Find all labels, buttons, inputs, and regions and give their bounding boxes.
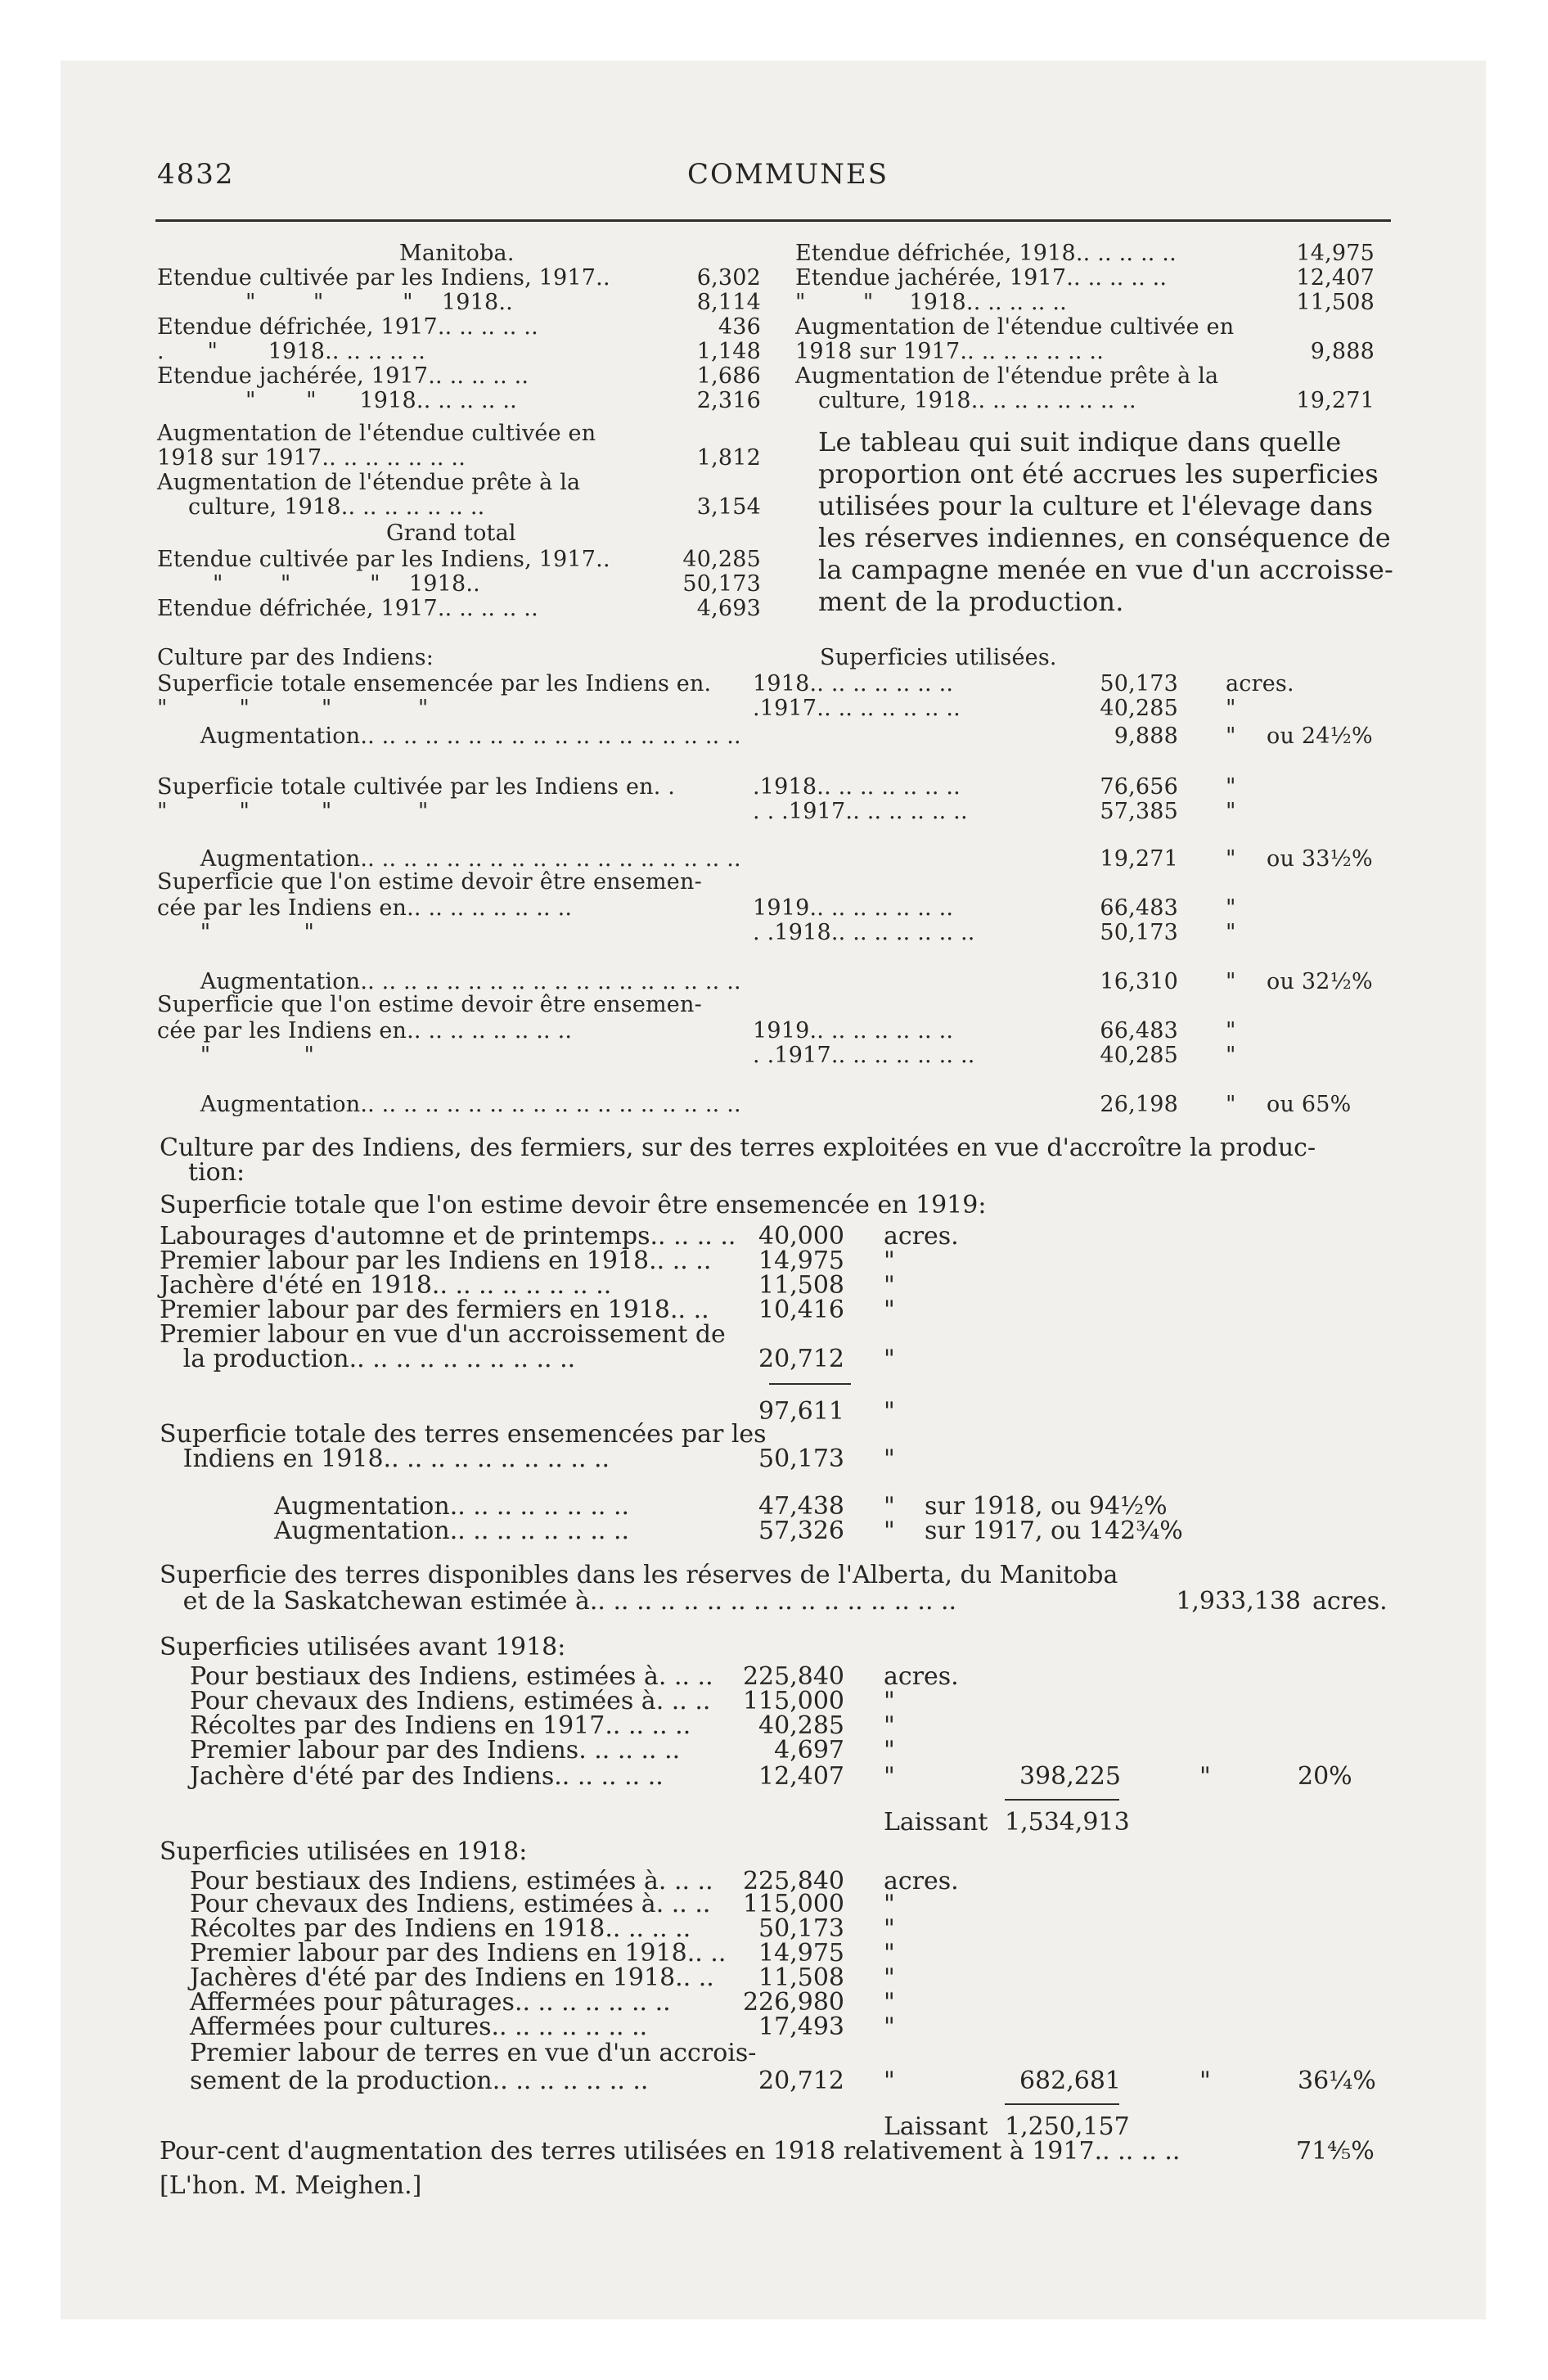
in-1918-rule	[1005, 2103, 1119, 2105]
culture-label: Augmentation.. .. .. .. .. .. .. .. .. .. .. .. .. .. .. .. .. ..	[157, 846, 741, 872]
in-1918-row-unit: "	[884, 1914, 895, 1943]
culture-unit: "	[1226, 723, 1236, 749]
culture-value: 9,888	[1114, 723, 1178, 749]
in-1918-row-label: Premier labour de terres en vue d'un accrois-	[190, 2039, 757, 2067]
in-1918-row-label: Premier labour par des Indiens en 1918.. ..	[190, 1939, 727, 1968]
farmer-aug-note: sur 1918, ou 94½%	[925, 1492, 1168, 1521]
culture-unit: "	[1226, 1043, 1236, 1068]
farmers-intro: Superficie totale que l'on estime devoir être ensemencée en 1919:	[160, 1191, 987, 1219]
culture-label: cée par les Indiens en.. .. .. .. .. .. .. ..	[157, 895, 573, 921]
grand-total-row-label: Etendue défrichée, 1917.. .. .. .. ..	[157, 596, 538, 621]
in-1918-row-unit: "	[884, 1963, 895, 1992]
farmer-row-value: 14,975	[758, 1246, 844, 1275]
paragraph-line: Le tableau qui suit indique dans quelle	[818, 426, 1342, 458]
culture-year: 1919.. .. .. .. .. .. ..	[753, 895, 954, 921]
in-1918-row-value: 17,493	[758, 2013, 844, 2041]
farmer-aug-unit: "	[884, 1517, 895, 1545]
in-1918-row-label: Pour bestiaux des Indiens, estimées à. .. ..	[190, 1867, 713, 1895]
farmers-sum-rule	[769, 1383, 851, 1385]
right-row-label: Augmentation de l'étendue prête à la	[795, 363, 1219, 389]
in-1918-row-label: Affermées pour pâturages.. .. .. .. .. .. ..	[190, 1988, 671, 2017]
culture-unit: "	[1226, 920, 1236, 945]
before-1918-row-label: Pour bestiaux des Indiens, estimées à. .. ..	[190, 1662, 713, 1691]
before-1918-row-label: Pour chevaux des Indiens, estimées à. .. ..	[190, 1687, 711, 1715]
farmers-heading-cont: tion:	[188, 1158, 245, 1187]
before-1918-remaining: 1,534,913	[1005, 1808, 1130, 1837]
farmer-aug-note: sur 1917, ou 142¾%	[925, 1517, 1183, 1545]
manitoba-row-label: Augmentation de l'étendue prête à la	[157, 470, 581, 495]
culture-value: 26,198	[1100, 1092, 1178, 1117]
in-1918-row-label: Affermées pour cultures.. .. .. .. .. .. ..	[190, 2013, 648, 2041]
paragraph-line: la campagne menée en vue d'un accroisse-	[818, 554, 1394, 585]
culture-unit: acres.	[1226, 671, 1294, 696]
before-1918-row-unit: "	[884, 1736, 895, 1765]
grand-total-row-value: 4,693	[696, 596, 761, 621]
percent-line: Pour-cent d'augmentation des terres utilisées en 1918 relativement à 1917.. .. .. ..	[160, 2137, 1181, 2166]
culture-value: 76,656	[1100, 774, 1178, 800]
culture-value: 40,285	[1100, 696, 1178, 721]
before-1918-row-unit: "	[884, 1711, 895, 1740]
culture-label: Superficie totale cultivée par les Indiens en. .	[157, 774, 676, 800]
farmers-heading: Culture par des Indiens, des fermiers, sur des terres exploitées en vue d'accroître la produc-	[160, 1134, 1316, 1162]
culture-unit: "	[1226, 774, 1236, 800]
culture-percent: ou 33½%	[1267, 846, 1373, 872]
paragraph-line: ment de la production.	[818, 586, 1124, 617]
right-row-value: 9,888	[1310, 339, 1375, 364]
culture-value: 19,271	[1100, 846, 1178, 872]
culture-unit: "	[1226, 1092, 1236, 1117]
right-row-label: " " 1918.. .. .. .. ..	[795, 290, 1067, 315]
farmer-row-label: la production.. .. .. .. .. .. .. .. .. ..	[160, 1345, 576, 1373]
paragraph-line: les réserves indiennes, en conséquence de	[818, 522, 1391, 553]
manitoba-row-label: " " 1918.. .. .. .. ..	[245, 388, 517, 413]
paragraph-line: proportion ont été accrues les superficies	[818, 458, 1379, 489]
culture-percent: ou 24½%	[1267, 723, 1373, 749]
farmers-total: 97,611	[758, 1397, 844, 1426]
manitoba-row-value: 436	[718, 314, 761, 340]
farmer-row-value: 20,712	[758, 1345, 844, 1373]
right-row-value: 19,271	[1296, 388, 1375, 413]
in-1918-row-label: Pour chevaux des Indiens, estimées à. .. ..	[190, 1890, 711, 1918]
before-1918-row-value: 225,840	[742, 1662, 844, 1691]
right-row-label: 1918 sur 1917.. .. .. .. .. .. ..	[795, 339, 1104, 364]
sown-line-2: Indiens en 1918.. .. .. .. .. .. .. .. .. ..	[160, 1445, 610, 1473]
grand-total-row-value: 50,173	[682, 571, 761, 597]
grand-total-row-value: 40,285	[682, 547, 761, 572]
culture-year: . . .1917.. .. .. .. .. ..	[753, 799, 968, 824]
in-1918-remaining-label: Laissant	[884, 2112, 988, 2141]
farmer-aug-value: 57,326	[758, 1517, 844, 1545]
in-1918-row-label: sement de la production.. .. .. .. .. .. ..	[190, 2067, 649, 2095]
culture-label: Augmentation.. .. .. .. .. .. .. .. .. .. .. .. .. .. .. .. .. ..	[157, 1092, 741, 1117]
culture-value: 50,173	[1100, 920, 1178, 945]
in-1918-row-value: 14,975	[758, 1939, 844, 1968]
before-1918-row-value: 4,697	[774, 1736, 844, 1765]
in-1918-total-unit: "	[1199, 2067, 1211, 2095]
right-row-value: 14,975	[1296, 241, 1375, 266]
sown-unit: "	[884, 1445, 895, 1473]
in-1918-row-value: 20,712	[758, 2067, 844, 2095]
culture-unit: "	[1226, 895, 1236, 921]
farmer-aug-label: Augmentation.. .. .. .. .. .. .. ..	[274, 1517, 630, 1545]
manitoba-row-label: " " " 1918..	[245, 290, 513, 315]
culture-year: . .1918.. .. .. .. .. .. ..	[753, 920, 975, 945]
speaker-note: [L'hon. M. Meighen.]	[160, 2171, 422, 2200]
in-1918-total: 682,681	[1019, 2067, 1121, 2095]
grand-total-row-label: Etendue cultivée par les Indiens, 1917..	[157, 547, 610, 572]
culture-percent: ou 32½%	[1267, 969, 1373, 994]
culture-year: . .1917.. .. .. .. .. .. ..	[753, 1043, 975, 1068]
in-1918-row-label: Jachères d'été par des Indiens en 1918.. ..	[190, 1963, 714, 1992]
grand-total-row-label: " " " 1918..	[213, 571, 480, 597]
culture-value: 40,285	[1100, 1043, 1178, 1068]
farmer-aug-unit: "	[884, 1492, 895, 1521]
in-1918-row-unit: "	[884, 1939, 895, 1968]
culture-year: 1919.. .. .. .. .. .. ..	[753, 1018, 954, 1044]
before-1918-row-unit: acres.	[884, 1662, 959, 1691]
manitoba-row-value: 1,812	[696, 445, 761, 471]
farmer-row-label: Jachère d'été en 1918.. .. .. .. .. .. .. ..	[160, 1271, 612, 1300]
farmers-total-unit: "	[884, 1397, 895, 1426]
culture-value: 16,310	[1100, 969, 1178, 994]
farmer-row-unit: "	[884, 1246, 895, 1275]
farmer-row-value: 40,000	[758, 1222, 844, 1251]
before-1918-heading: Superficies utilisées avant 1918:	[160, 1633, 566, 1661]
farmer-aug-label: Augmentation.. .. .. .. .. .. .. ..	[274, 1492, 630, 1521]
right-row-value: 11,508	[1296, 290, 1375, 315]
right-row-value: 12,407	[1296, 265, 1375, 291]
culture-year: .1917.. .. .. .. .. .. ..	[753, 696, 961, 721]
right-row-label: Etendue défrichée, 1918.. .. .. .. ..	[795, 241, 1177, 266]
manitoba-row-value: 1,686	[696, 363, 761, 389]
culture-label: " " " "	[157, 696, 429, 721]
manitoba-row-value: 2,316	[696, 388, 761, 413]
in-1918-row-value: 226,980	[742, 1988, 844, 2017]
before-1918-percent: 20%	[1298, 1762, 1352, 1791]
farmer-row-label: Premier labour en vue d'un accroissement de	[160, 1320, 726, 1349]
culture-label: " "	[157, 1043, 315, 1068]
in-1918-row-value: 11,508	[758, 1963, 844, 1992]
before-1918-row-value: 40,285	[758, 1711, 844, 1740]
before-1918-rule	[1005, 1799, 1119, 1801]
culture-year: .1918.. .. .. .. .. .. ..	[753, 774, 961, 800]
manitoba-heading: Manitoba.	[399, 241, 515, 266]
percent-value: 71⅘%	[1296, 2137, 1375, 2166]
sown-value: 50,173	[758, 1445, 844, 1473]
header-rule	[155, 219, 1391, 222]
farmer-row-value: 11,508	[758, 1271, 844, 1300]
culture-label: Superficie totale ensemencée par les Indiens en.	[157, 671, 712, 696]
manitoba-row-label: Augmentation de l'étendue cultivée en	[157, 421, 596, 446]
manitoba-row-label: 1918 sur 1917.. .. .. .. .. .. ..	[157, 445, 466, 471]
farmer-row-label: Premier labour par les Indiens en 1918.. .. ..	[160, 1246, 712, 1275]
farmer-row-label: Labourages d'automne et de printemps.. .. .. ..	[160, 1222, 736, 1251]
culture-heading: Culture par des Indiens:	[157, 645, 434, 670]
in-1918-row-unit: "	[884, 2067, 895, 2095]
farmer-row-unit: "	[884, 1271, 895, 1300]
sown-line-1: Superficie totale des terres ensemencées par les	[160, 1420, 767, 1449]
culture-label: " "	[157, 920, 315, 945]
before-1918-row-value: 12,407	[758, 1762, 844, 1791]
grand-total-heading: Grand total	[386, 521, 516, 546]
manitoba-row-label: Etendue jachérée, 1917.. .. .. .. ..	[157, 363, 529, 389]
before-1918-row-value: 115,000	[742, 1687, 844, 1715]
culture-label: Superficie que l'on estime devoir être ensemen-	[157, 992, 702, 1017]
before-1918-row-unit: "	[884, 1687, 895, 1715]
culture-subheading: Superficies utilisées.	[820, 645, 1057, 670]
in-1918-row-value: 50,173	[758, 1914, 844, 1943]
culture-value: 57,385	[1100, 799, 1178, 824]
in-1918-heading: Superficies utilisées en 1918:	[160, 1837, 528, 1866]
right-row-label: Augmentation de l'étendue cultivée en	[795, 314, 1235, 340]
in-1918-row-unit: "	[884, 2013, 895, 2041]
in-1918-row-unit: "	[884, 1988, 895, 2017]
manitoba-row-label: Etendue défrichée, 1917.. .. .. .. ..	[157, 314, 538, 340]
available-line-1: Superficie des terres disponibles dans les réserves de l'Alberta, du Manitoba	[160, 1561, 1118, 1589]
in-1918-row-unit: "	[884, 1890, 895, 1918]
culture-unit: "	[1226, 846, 1236, 872]
manitoba-row-label: . " 1918.. .. .. .. ..	[157, 339, 426, 364]
culture-unit: "	[1226, 799, 1236, 824]
farmer-aug-value: 47,438	[758, 1492, 844, 1521]
paragraph-line: utilisées pour la culture et l'élevage dans	[818, 490, 1374, 521]
culture-value: 66,483	[1100, 1018, 1178, 1044]
culture-label: Augmentation.. .. .. .. .. .. .. .. .. .. .. .. .. .. .. .. .. ..	[157, 969, 741, 994]
page-title: COMMUNES	[687, 158, 889, 191]
in-1918-row-value: 115,000	[742, 1890, 844, 1918]
right-row-label: Etendue jachérée, 1917.. .. .. .. ..	[795, 265, 1168, 291]
available-value: 1,933,138	[1176, 1587, 1301, 1616]
before-1918-remaining-label: Laissant	[884, 1808, 988, 1837]
in-1918-remaining: 1,250,157	[1005, 2112, 1130, 2141]
before-1918-row-label: Premier labour par des Indiens. .. .. .. ..	[190, 1736, 681, 1765]
culture-label: " " " "	[157, 799, 429, 824]
culture-unit: "	[1226, 969, 1236, 994]
before-1918-row-label: Récoltes par des Indiens en 1917.. .. .. ..	[190, 1711, 691, 1740]
manitoba-row-value: 6,302	[696, 265, 761, 291]
available-unit: acres.	[1312, 1587, 1388, 1616]
culture-label: Augmentation.. .. .. .. .. .. .. .. .. .. .. .. .. .. .. .. .. ..	[157, 723, 741, 749]
before-1918-row-label: Jachère d'été par des Indiens.. .. .. .. ..	[190, 1762, 664, 1791]
culture-percent: ou 65%	[1267, 1092, 1352, 1117]
manitoba-row-value: 8,114	[696, 290, 761, 315]
right-row-label: culture, 1918.. .. .. .. .. .. .. ..	[818, 388, 1136, 413]
farmer-row-label: Premier labour par des fermiers en 1918.. ..	[160, 1296, 709, 1324]
in-1918-row-unit: acres.	[884, 1867, 959, 1895]
farmer-row-unit: acres.	[884, 1222, 959, 1251]
before-1918-total-unit: "	[1199, 1762, 1211, 1791]
manitoba-row-label: Etendue cultivée par les Indiens, 1917..	[157, 265, 610, 291]
farmer-row-unit: "	[884, 1296, 895, 1324]
manitoba-row-value: 1,148	[696, 339, 761, 364]
farmer-row-value: 10,416	[758, 1296, 844, 1324]
culture-year: 1918.. .. .. .. .. .. ..	[753, 671, 954, 696]
farmer-row-unit: "	[884, 1345, 895, 1373]
in-1918-percent: 36¼%	[1298, 2067, 1376, 2095]
culture-label: cée par les Indiens en.. .. .. .. .. .. .. ..	[157, 1018, 573, 1044]
culture-value: 50,173	[1100, 671, 1178, 696]
before-1918-total: 398,225	[1019, 1762, 1121, 1791]
culture-value: 66,483	[1100, 895, 1178, 921]
culture-label: Superficie que l'on estime devoir être ensemen-	[157, 869, 702, 895]
culture-unit: "	[1226, 696, 1236, 721]
in-1918-row-label: Récoltes par des Indiens en 1918.. .. .. ..	[190, 1914, 691, 1943]
page-number: 4832	[157, 158, 235, 191]
manitoba-row-label: culture, 1918.. .. .. .. .. .. ..	[188, 494, 485, 520]
culture-unit: "	[1226, 1018, 1236, 1044]
manitoba-row-value: 3,154	[696, 494, 761, 520]
before-1918-row-unit: "	[884, 1762, 895, 1791]
available-line-2: et de la Saskatchewan estimée à.. .. .. .. .. .. .. .. .. .. .. .. .. .. .. ..	[160, 1587, 957, 1616]
in-1918-row-value: 225,840	[742, 1867, 844, 1895]
